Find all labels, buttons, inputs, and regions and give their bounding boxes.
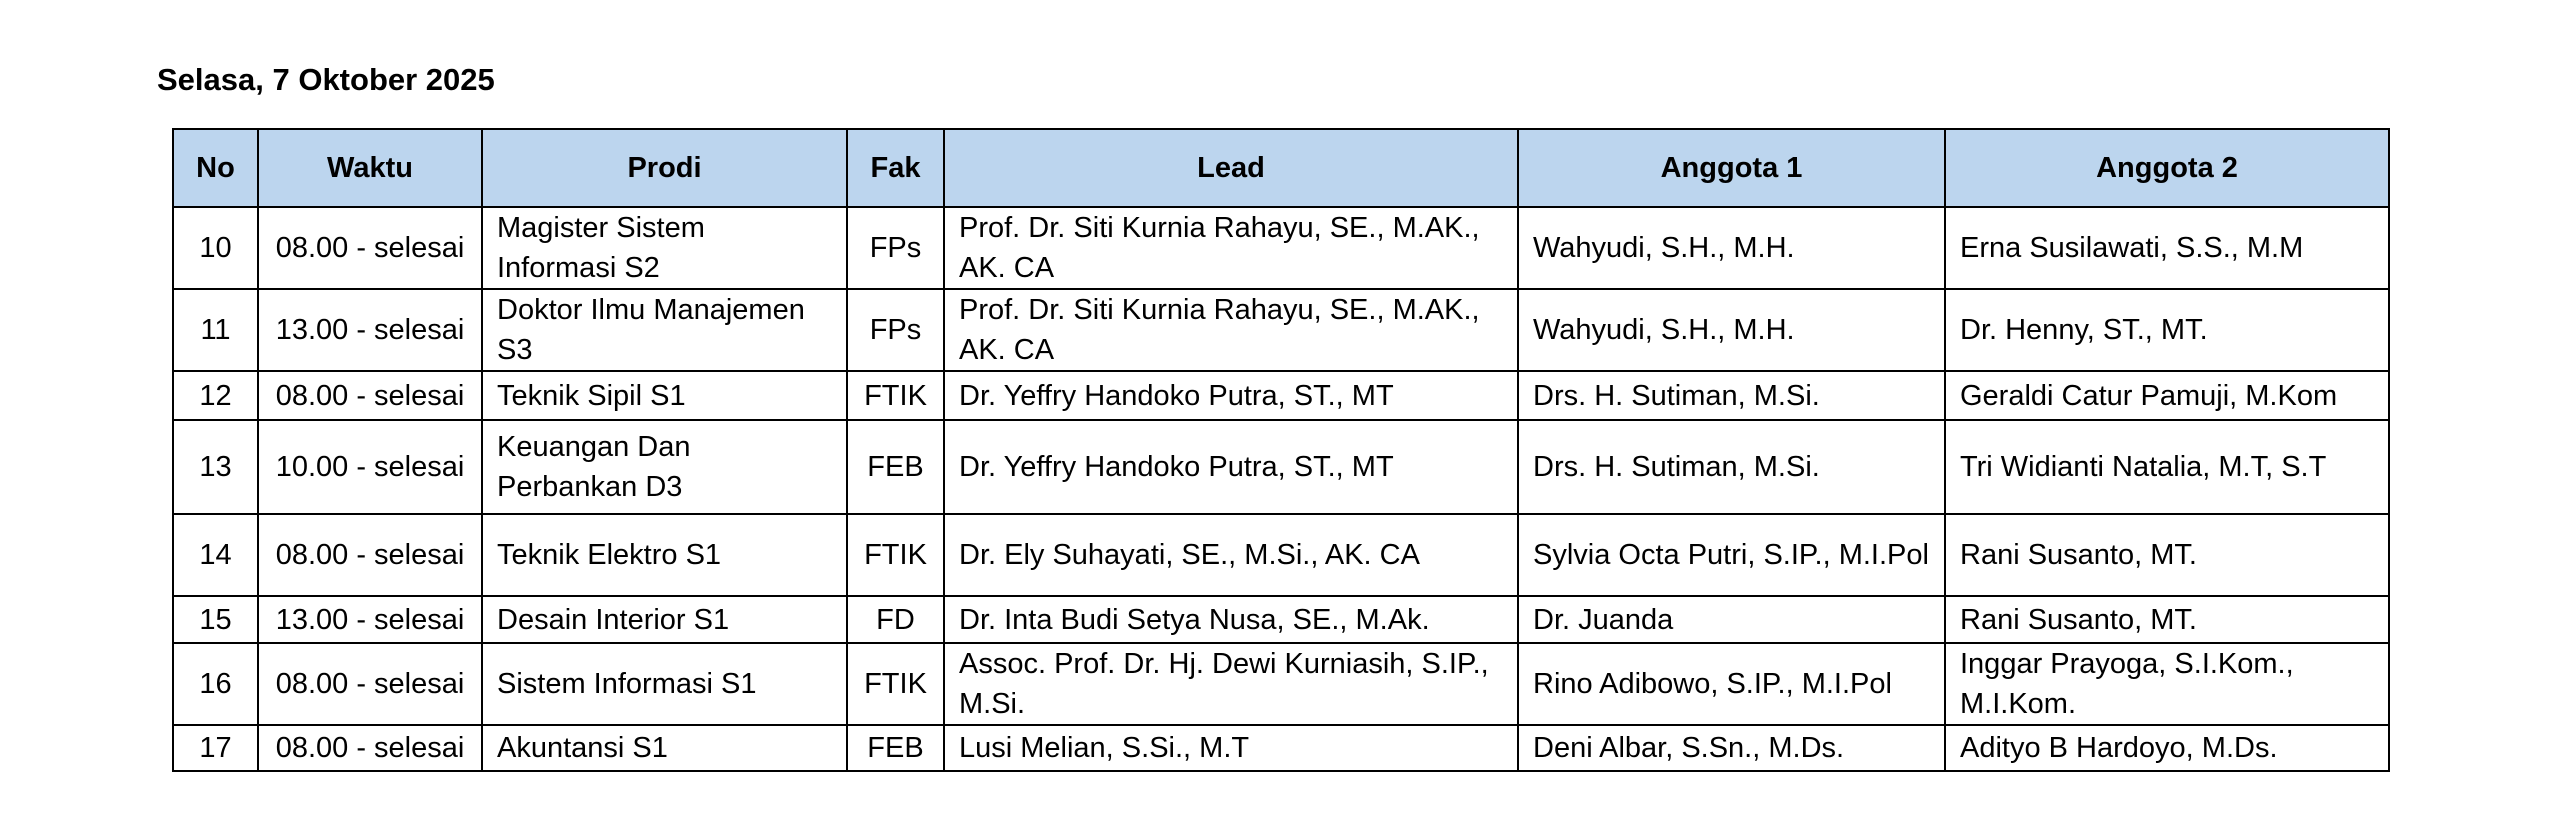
cell-anggota-2: Geraldi Catur Pamuji, M.Kom [1945, 371, 2389, 420]
cell-lead: Dr. Yeffry Handoko Putra, ST., MT [944, 420, 1518, 514]
schedule-table [172, 128, 2390, 772]
cell-fak: FTIK [847, 514, 944, 596]
table-row [173, 371, 2389, 420]
cell-anggota-1: Rino Adibowo, S.IP., M.I.Pol [1518, 643, 1945, 725]
page-title: Selasa, 7 Oktober 2025 [157, 62, 495, 97]
cell-anggota-1: Sylvia Octa Putri, S.IP., M.I.Pol [1518, 514, 1945, 596]
cell-anggota-2: Erna Susilawati, S.S., M.M [1945, 207, 2389, 289]
cell-waktu: 08.00 - selesai [258, 514, 482, 596]
table-row [173, 207, 2389, 289]
cell-prodi: Doktor Ilmu Manajemen S3 [482, 289, 847, 371]
cell-waktu: 08.00 - selesai [258, 371, 482, 420]
table-row [173, 289, 2389, 371]
cell-anggota-2: Dr. Henny, ST., MT. [1945, 289, 2389, 371]
cell-waktu: 13.00 - selesai [258, 596, 482, 643]
cell-fak: FEB [847, 420, 944, 514]
cell-fak: FD [847, 596, 944, 643]
cell-anggota-1: Dr. Juanda [1518, 596, 1945, 643]
cell-anggota-1: Wahyudi, S.H., M.H. [1518, 289, 1945, 371]
cell-anggota-1: Drs. H. Sutiman, M.Si. [1518, 420, 1945, 514]
cell-waktu: 08.00 - selesai [258, 643, 482, 725]
cell-lead: Lusi Melian, S.Si., M.T [944, 725, 1518, 771]
cell-waktu: 08.00 - selesai [258, 207, 482, 289]
header-waktu: Waktu [258, 129, 482, 207]
table-row [173, 596, 2389, 643]
cell-prodi: Keuangan Dan Perbankan D3 [482, 420, 847, 514]
cell-fak: FPs [847, 207, 944, 289]
cell-no: 12 [173, 371, 258, 420]
cell-anggota-1: Drs. H. Sutiman, M.Si. [1518, 371, 1945, 420]
cell-no: 15 [173, 596, 258, 643]
cell-prodi: Sistem Informasi S1 [482, 643, 847, 725]
cell-lead: Dr. Ely Suhayati, SE., M.Si., AK. CA [944, 514, 1518, 596]
header-anggota-1: Anggota 1 [1518, 129, 1945, 207]
table-row [173, 420, 2389, 514]
cell-no: 14 [173, 514, 258, 596]
table-row [173, 725, 2389, 771]
cell-no: 11 [173, 289, 258, 371]
cell-waktu: 13.00 - selesai [258, 289, 482, 371]
cell-fak: FPs [847, 289, 944, 371]
cell-fak: FTIK [847, 371, 944, 420]
header-prodi: Prodi [482, 129, 847, 207]
cell-prodi: Magister Sistem Informasi S2 [482, 207, 847, 289]
cell-prodi: Teknik Sipil S1 [482, 371, 847, 420]
table-row [173, 643, 2389, 725]
header-fak: Fak [847, 129, 944, 207]
header-no: No [173, 129, 258, 207]
cell-anggota-2: Inggar Prayoga, S.I.Kom., M.I.Kom. [1945, 643, 2389, 725]
cell-anggota-1: Wahyudi, S.H., M.H. [1518, 207, 1945, 289]
cell-anggota-2: Adityo B Hardoyo, M.Ds. [1945, 725, 2389, 771]
cell-lead: Prof. Dr. Siti Kurnia Rahayu, SE., M.AK., AK. CA [944, 207, 1518, 289]
header-lead: Lead [944, 129, 1518, 207]
cell-lead: Dr. Inta Budi Setya Nusa, SE., M.Ak. [944, 596, 1518, 643]
cell-lead: Prof. Dr. Siti Kurnia Rahayu, SE., M.AK., AK. CA [944, 289, 1518, 371]
cell-fak: FEB [847, 725, 944, 771]
table-row [173, 514, 2389, 596]
cell-prodi: Desain Interior S1 [482, 596, 847, 643]
cell-waktu: 08.00 - selesai [258, 725, 482, 771]
cell-prodi: Teknik Elektro S1 [482, 514, 847, 596]
table-body [173, 207, 2389, 771]
cell-prodi: Akuntansi S1 [482, 725, 847, 771]
cell-lead: Assoc. Prof. Dr. Hj. Dewi Kurniasih, S.IP., M.Si. [944, 643, 1518, 725]
cell-no: 13 [173, 420, 258, 514]
cell-no: 16 [173, 643, 258, 725]
cell-no: 10 [173, 207, 258, 289]
table-header [173, 129, 2389, 207]
cell-fak: FTIK [847, 643, 944, 725]
cell-anggota-2: Rani Susanto, MT. [1945, 596, 2389, 643]
cell-waktu: 10.00 - selesai [258, 420, 482, 514]
cell-lead: Dr. Yeffry Handoko Putra, ST., MT [944, 371, 1518, 420]
cell-no: 17 [173, 725, 258, 771]
header-anggota-2: Anggota 2 [1945, 129, 2389, 207]
cell-anggota-2: Tri Widianti Natalia, M.T, S.T [1945, 420, 2389, 514]
header-row [173, 129, 2389, 207]
cell-anggota-1: Deni Albar, S.Sn., M.Ds. [1518, 725, 1945, 771]
cell-anggota-2: Rani Susanto, MT. [1945, 514, 2389, 596]
